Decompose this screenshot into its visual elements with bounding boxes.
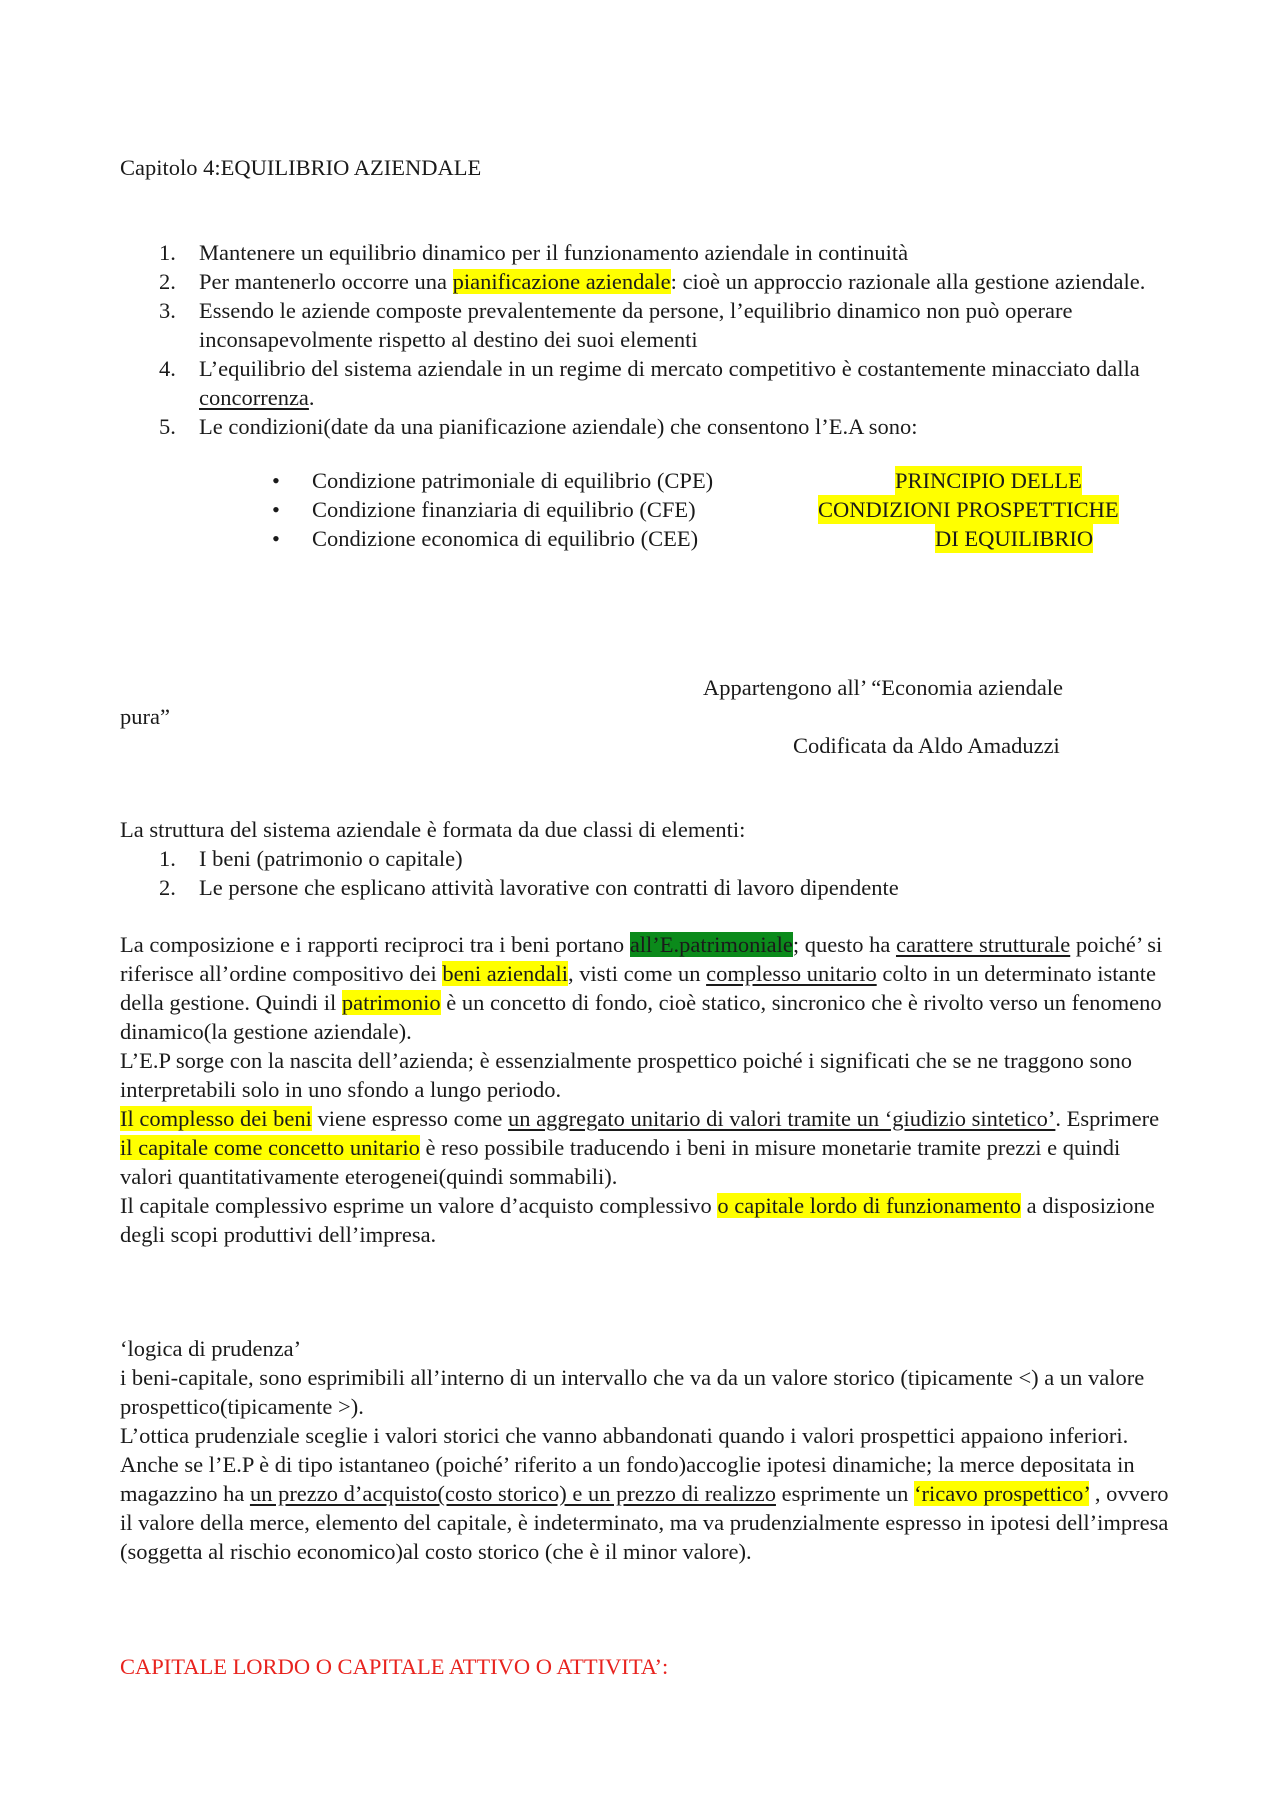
list-text: Essendo le aziende composte prevalentemente da persone, l’equilibrio dinamico non può operare inconsapevolmente rispetto al destino dei suoi elementi bbox=[199, 298, 1073, 352]
green-highlight-patrimoniale: all’E.patrimoniale bbox=[629, 932, 793, 957]
text-run: esprimente un bbox=[775, 1481, 915, 1506]
body-text bbox=[120, 930, 1170, 1249]
principle-label: CONDIZIONI PROSPETTICHE bbox=[818, 497, 1119, 522]
list-number: 3. bbox=[159, 298, 176, 323]
list-item bbox=[120, 873, 1170, 902]
list-item bbox=[120, 296, 1170, 354]
list-number: 5. bbox=[159, 414, 176, 439]
bullet-icon: • bbox=[272, 497, 280, 522]
highlight-pianificazione: pianificazione aziendale bbox=[452, 269, 671, 294]
paragraph: L’E.P sorge con la nascita dell’azienda; è essenzialmente prospettico poiché i significati che se ne traggono sono interpretabili solo in uno sfondo a lungo periodo. bbox=[120, 1048, 1132, 1102]
highlight-ricavo-prospettico: ‘ricavo prospettico’ bbox=[914, 1481, 1090, 1506]
text-run: è un concetto di fondo, cioè statico, sincronico che è rivolto verso un fenomeno dinamico(la gestione aziendale). bbox=[120, 990, 1162, 1044]
text-run: poiché’ si riferisce all’ordine compositivo dei bbox=[120, 932, 1163, 986]
list-text: Le persone che esplicano attività lavorative con contratti di lavoro dipendente bbox=[199, 875, 899, 900]
text-run: colto in un determinato istante della gestione. Quindi il bbox=[120, 961, 1157, 1015]
bullet-list bbox=[120, 466, 1180, 553]
text-run: Anche se l’E.P è di tipo istantaneo (poiché’ riferito a un fondo)accoglie ipotesi dinamiche; la merce depositata in magazzino ha bbox=[120, 1452, 1135, 1506]
bullet-item bbox=[120, 466, 1180, 495]
appartengono-line1: Appartengono all’ “Economia aziendale bbox=[703, 675, 1064, 700]
red-section-heading: CAPITALE LORDO O CAPITALE ATTIVO O ATTIVITA’: bbox=[120, 1654, 669, 1679]
text-run: , visti come un bbox=[567, 961, 707, 986]
paragraph: i beni-capitale, sono esprimibili all’interno di un intervallo che va da un valore storico (tipicamente <) a un valore prospettico(tipicamente >). bbox=[120, 1365, 1145, 1419]
text-run: è reso possibile traducendo i beni in misure monetarie tramite prezzi e quindi valori quantitativamente eterogenei(quindi sommabili). bbox=[120, 1135, 1121, 1189]
underline-prezzo-acquisto: un prezzo d’acquisto(costo storico) e un prezzo di realizzo bbox=[249, 1481, 776, 1506]
list-item bbox=[120, 412, 1170, 441]
highlight-capitale-lordo: o capitale lordo di funzionamento bbox=[717, 1193, 1021, 1218]
text-run: , ovvero il valore della merce, elemento del capitale, è indeterminato, ma va prudenzialmente espresso in ipotesi dell’impresa (soggetta al rischio economico)al costo storico (che è il minor valore). bbox=[120, 1481, 1169, 1564]
prudenza-section bbox=[120, 1334, 1170, 1566]
principle-label: PRINCIPIO DELLE bbox=[895, 468, 1082, 493]
underline-concorrenza: concorrenza bbox=[199, 385, 309, 410]
paragraph bbox=[120, 1450, 1170, 1566]
list-text: Mantenere un equilibrio dinamico per il funzionamento aziendale in continuità bbox=[199, 240, 909, 265]
highlight-capitale-concetto: il capitale come concetto unitario bbox=[120, 1135, 420, 1160]
paragraph bbox=[120, 1104, 1170, 1191]
list-number: 2. bbox=[159, 875, 176, 900]
bullet-item bbox=[120, 524, 1180, 553]
bullet-text: Condizione patrimoniale di equilibrio (CPE) bbox=[312, 468, 714, 493]
highlight-beni-aziendali: beni aziendali bbox=[442, 961, 568, 986]
bullet-icon: • bbox=[272, 468, 280, 493]
paragraph: ‘logica di prudenza’ bbox=[120, 1336, 302, 1361]
list-text: L’equilibrio del sistema aziendale in un regime di mercato competitivo è costantemente minacciato dalla bbox=[199, 356, 1140, 381]
appartengono-line2: pura” bbox=[120, 704, 170, 729]
list-item bbox=[120, 238, 1170, 267]
paragraph: L’ottica prudenziale sceglie i valori storici che vanno abbandonati quando i valori prospettici appaiono inferiori. bbox=[120, 1423, 1129, 1448]
principle-label: DI EQUILIBRIO bbox=[935, 526, 1094, 551]
underline-carattere-strutturale: carattere strutturale bbox=[895, 932, 1071, 957]
chapter-title: Capitolo 4:EQUILIBRIO AZIENDALE bbox=[120, 155, 482, 180]
list-number: 4. bbox=[159, 356, 176, 381]
appartengono-line3: Codificata da Aldo Amaduzzi bbox=[793, 733, 1060, 758]
list-item bbox=[120, 844, 1170, 873]
numbered-list bbox=[120, 238, 1170, 441]
struttura-section bbox=[120, 815, 1170, 902]
paragraph bbox=[120, 1191, 1170, 1249]
text-run: Il capitale complessivo esprime un valore d’acquisto complessivo bbox=[120, 1193, 718, 1218]
list-item bbox=[120, 354, 1170, 412]
text-run: viene espresso come bbox=[311, 1106, 509, 1131]
text-run: a disposizione degli scopi produttivi dell’impresa. bbox=[120, 1193, 1155, 1247]
underline-complesso-unitario: complesso unitario bbox=[706, 961, 877, 986]
list-item bbox=[120, 267, 1170, 296]
bullet-icon: • bbox=[272, 526, 280, 551]
bullet-item bbox=[120, 495, 1180, 524]
text-run: ; questo ha bbox=[792, 932, 896, 957]
list-text: Le condizioni(date da una pianificazione aziendale) che consentono l’E.A sono: bbox=[199, 414, 918, 439]
list-text: I beni (patrimonio o capitale) bbox=[199, 846, 463, 871]
struttura-intro: La struttura del sistema aziendale è formata da due classi di elementi: bbox=[120, 817, 746, 842]
list-text: Per mantenerlo occorre una bbox=[199, 269, 453, 294]
underline-aggregato-unitario: un aggregato unitario di valori tramite un ‘giudizio sintetico’ bbox=[508, 1106, 1056, 1131]
list-number: 2. bbox=[159, 269, 176, 294]
text-run: La composizione e i rapporti reciproci tra i beni portano bbox=[120, 932, 630, 957]
highlight-patrimonio: patrimonio bbox=[341, 990, 441, 1015]
bullet-text: Condizione finanziaria di equilibrio (CFE) bbox=[312, 497, 696, 522]
list-text: . bbox=[308, 385, 315, 410]
list-number: 1. bbox=[159, 846, 176, 871]
bullet-text: Condizione economica di equilibrio (CEE) bbox=[312, 526, 699, 551]
paragraph bbox=[120, 930, 1170, 1046]
list-number: 1. bbox=[159, 240, 176, 265]
text-run: . Esprimere bbox=[1055, 1106, 1160, 1131]
list-text: : cioè un approccio razionale alla gestione aziendale. bbox=[670, 269, 1146, 294]
highlight-complesso-beni: Il complesso dei beni bbox=[120, 1106, 312, 1131]
